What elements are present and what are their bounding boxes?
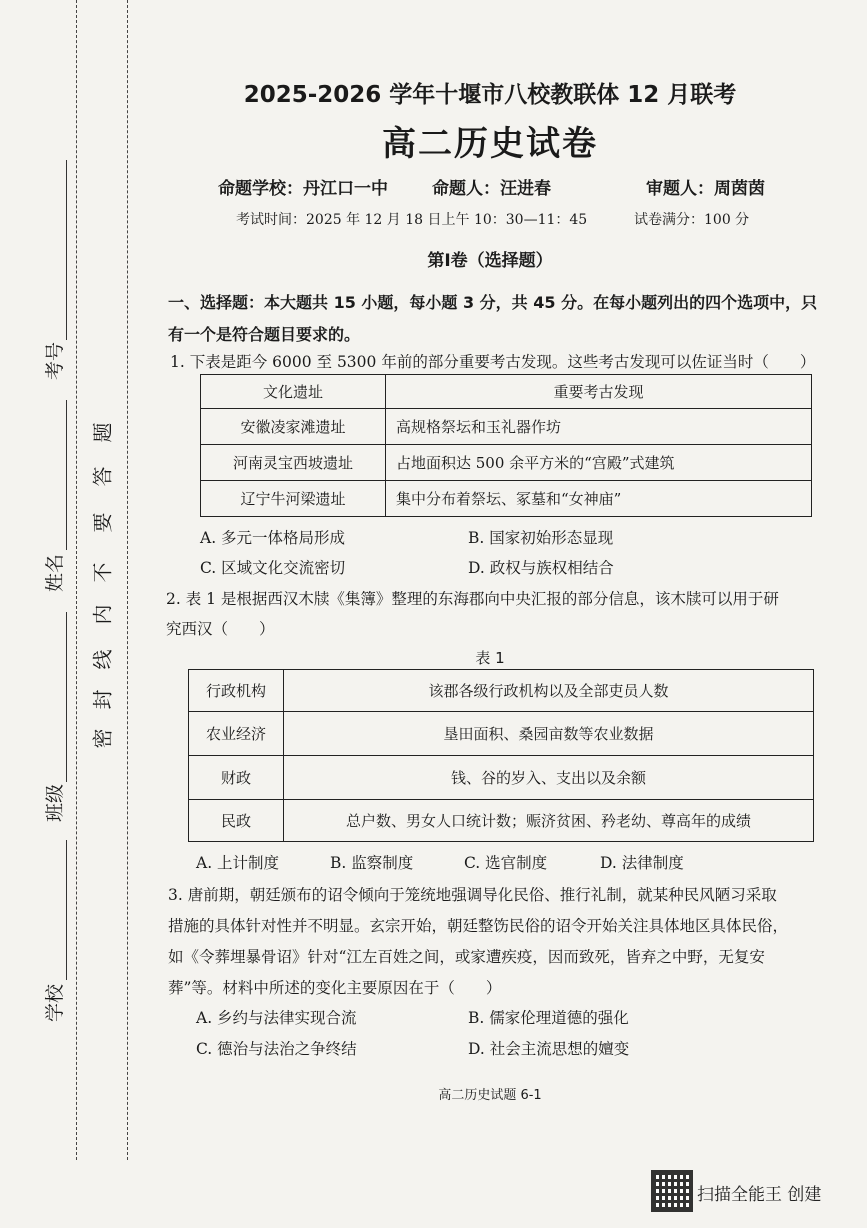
q3-stem-line: 措施的具体针对性并不明显。玄宗开始，朝廷整饬民俗的诏令开始关注具体地区具体民俗， — [168, 917, 789, 935]
table-cell: 河南灵宝西坡遗址 — [201, 445, 386, 481]
seal-char: 题 — [90, 422, 115, 443]
q2-option-a[interactable]: A. 上计制度 — [196, 854, 280, 872]
table-header-cell: 重要考古发现 — [386, 375, 812, 409]
q2-option-d[interactable]: D. 法律制度 — [600, 854, 684, 872]
proposing-school: 命题学校：丹江口一中 — [218, 179, 388, 199]
seal-char: 答 — [90, 466, 115, 487]
q3-option-a[interactable]: A. 乡约与法律实现合流 — [196, 1009, 357, 1027]
seal-char: 内 — [90, 604, 115, 625]
label-banji: 班级 — [44, 783, 66, 822]
xuexiao-underline[interactable] — [66, 840, 67, 980]
label-xuexiao: 学校 — [44, 983, 66, 1022]
table-header-cell: 文化遗址 — [201, 375, 386, 409]
q2-table — [188, 669, 814, 842]
q3-option-b[interactable]: B. 儒家伦理道德的强化 — [468, 1009, 629, 1027]
part-title: 第Ⅰ卷（选择题） — [427, 251, 553, 271]
q2-option-b[interactable]: B. 监察制度 — [330, 854, 414, 872]
seal-char: 不 — [90, 562, 115, 583]
table-cell: 该郡各级行政机构以及全部吏员人数 — [284, 670, 814, 712]
q1-option-a[interactable]: A. 多元一体格局形成 — [200, 529, 346, 547]
q2-stem-line: 究西汉（ ） — [166, 620, 275, 638]
q2-option-c[interactable]: C. 选官制度 — [464, 854, 548, 872]
table-cell: 总户数、男女人口统计数；赈济贫困、矜老幼、尊高年的成绩 — [284, 800, 814, 842]
q1-option-c[interactable]: C. 区域文化交流密切 — [200, 559, 346, 577]
qr-code-icon — [651, 1170, 693, 1212]
scanner-watermark: 扫描全能王 创建 — [697, 1185, 822, 1205]
table-cell: 安徽凌家滩遗址 — [201, 409, 386, 445]
banji-underline[interactable] — [66, 612, 67, 782]
seal-char: 要 — [90, 512, 115, 533]
page-footer: 高二历史试题 6-1 — [438, 1088, 542, 1103]
seal-char: 线 — [90, 649, 115, 670]
seal-char: 封 — [90, 689, 115, 710]
table-cell: 垦田面积、桑园亩数等农业数据 — [284, 712, 814, 756]
table-cell: 占地面积达 500 余平方米的“宫殿”式建筑 — [386, 445, 812, 481]
table-cell: 集中分布着祭坛、冢墓和“女神庙” — [386, 481, 812, 517]
q1-table — [200, 374, 812, 517]
table-cell: 财政 — [189, 756, 284, 800]
q3-stem-line: 葬”等。材料中所述的变化主要原因在于（ ） — [168, 979, 502, 997]
question-author: 命题人：汪进春 — [432, 179, 551, 199]
label-xingming: 姓名 — [44, 553, 66, 592]
section-line: 一、选择题：本大题共 15 小题，每小题 3 分，共 45 分。在每小题列出的四个选项中，只 — [168, 293, 818, 312]
seal-char: 密 — [90, 728, 115, 749]
table-cell: 民政 — [189, 800, 284, 842]
exam-title: 2025-2026 学年十堰市八校教联体 12 月联考 — [243, 82, 737, 108]
q3-stem-line: 如《令葬埋暴骨诏》针对“江左百姓之间，或家遭疾疫，因而致死，皆弃之中野，无复安 — [168, 948, 765, 966]
q3-stem — [168, 880, 788, 1004]
table-cell: 辽宁牛河梁遗址 — [201, 481, 386, 517]
section-instructions — [168, 287, 848, 351]
xingming-underline[interactable] — [66, 400, 67, 550]
q3-stem-line: 3. 唐前期，朝廷颁布的诏令倾向于笼统地强调导化民俗、推行礼制，就某种民风陋习采取 — [168, 886, 777, 904]
q3-option-d[interactable]: D. 社会主流思想的嬗变 — [468, 1040, 630, 1058]
label-kaohao: 考号 — [44, 341, 66, 380]
kaohao-underline[interactable] — [66, 160, 67, 340]
dashed-binding-line-right — [127, 0, 128, 1160]
section-line: 有一个是符合题目要求的。 — [168, 325, 361, 344]
q2-stem-line: 2. 表 1 是根据西汉木牍《集簿》整理的东海郡向中央汇报的部分信息，该木牍可以用于研 — [166, 590, 779, 608]
table-cell: 行政机构 — [189, 670, 284, 712]
table-cell: 农业经济 — [189, 712, 284, 756]
dashed-binding-line-left — [76, 0, 77, 1160]
subject-title: 高二历史试卷 — [382, 124, 598, 164]
exam-time: 考试时间：2025 年 12 月 18 日上午 10：30—11：45 — [236, 212, 588, 228]
table-cell: 高规格祭坛和玉礼器作坊 — [386, 409, 812, 445]
table-cell: 钱、谷的岁入、支出以及余额 — [284, 756, 814, 800]
table-caption: 表 1 — [475, 649, 505, 667]
q3-option-c[interactable]: C. 德治与法治之争终结 — [196, 1040, 357, 1058]
question-reviewer: 审题人：周茵茵 — [646, 179, 765, 199]
full-score: 试卷满分：100 分 — [634, 212, 750, 228]
q1-option-d[interactable]: D. 政权与族权相结合 — [468, 559, 614, 577]
q1-stem: 1. 下表是距今 6000 至 5300 年前的部分重要考古发现。这些考古发现可以佐证当时（ ） — [170, 353, 816, 371]
q2-stem — [166, 584, 779, 644]
q1-option-b[interactable]: B. 国家初始形态显现 — [468, 529, 614, 547]
